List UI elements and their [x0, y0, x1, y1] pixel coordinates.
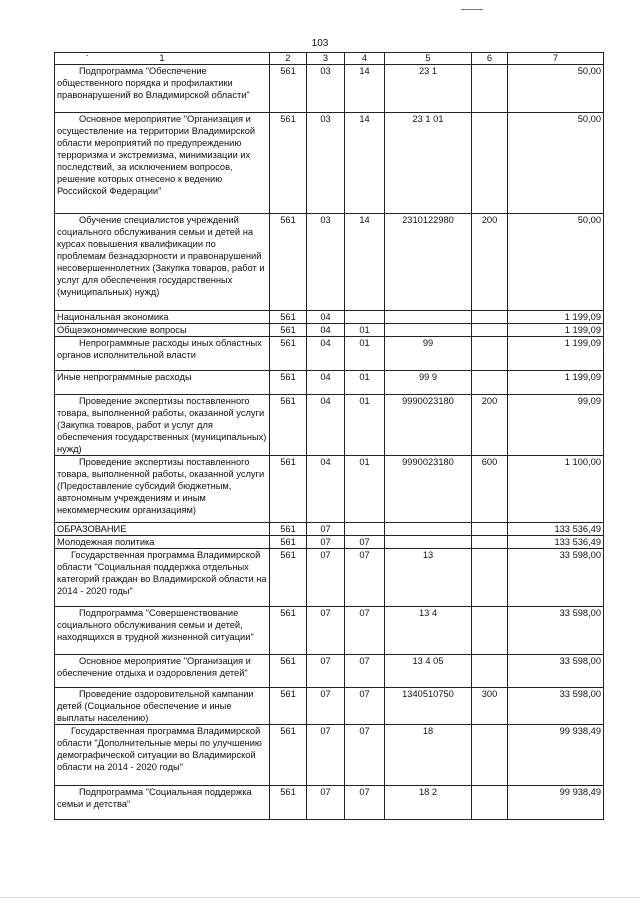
row-amount: 50,00	[508, 65, 604, 113]
row-col-6	[472, 536, 508, 549]
row-name: Общеэкономические вопросы	[55, 324, 270, 337]
row-col-3: 04	[307, 324, 345, 337]
row-col-4: 07	[345, 655, 385, 688]
row-col-2: 561	[270, 655, 307, 688]
row-col-5: 13	[385, 549, 472, 607]
table-row	[55, 523, 604, 536]
row-col-5: 13 4	[385, 607, 472, 655]
row-amount: 99 938,49	[508, 786, 604, 820]
budget-table	[54, 52, 604, 820]
scan-dot: .	[86, 48, 89, 58]
page-number: 103	[311, 38, 329, 49]
row-name: Подпрограмма "Обеспечение общественного порядка и профилактики правонарушений во Владимирской области"	[55, 65, 270, 113]
scan-bottom-edge	[0, 897, 640, 898]
row-name: Государственная программа Владимирской области "Социальная поддержка отдельных категорий граждан во Владимирской области на 2014 - 2020 годы"	[55, 549, 270, 607]
row-name: Иные непрограммные расходы	[55, 371, 270, 395]
table-row	[55, 607, 604, 655]
row-col-3: 03	[307, 65, 345, 113]
row-col-2: 561	[270, 725, 307, 786]
table-row	[55, 324, 604, 337]
row-col-4: 14	[345, 65, 385, 113]
row-col-4: 01	[345, 337, 385, 371]
row-col-4: 01	[345, 324, 385, 337]
row-col-5: 9990023180	[385, 456, 472, 523]
table-row	[55, 786, 604, 820]
row-amount: 50,00	[508, 214, 604, 311]
row-name: Основное мероприятие "Организация и обеспечение отдыха и оздоровления детей"	[55, 655, 270, 688]
table-row	[55, 311, 604, 324]
row-col-5	[385, 311, 472, 324]
table-row	[55, 536, 604, 549]
row-name: Проведение экспертизы поставленного товара, выполненной работы, оказанной услуги (Закупка товаров, работ и услуг для обеспечения государственных (муниципальных) нужд)	[55, 395, 270, 456]
row-col-4: 01	[345, 395, 385, 456]
row-col-5: 99 9	[385, 371, 472, 395]
row-col-2: 561	[270, 324, 307, 337]
row-name: Непрограммные расходы иных областных органов исполнительной власти	[55, 337, 270, 371]
row-name: Проведение экспертизы поставленного товара, выполненной работы, оказанной услуги (Предоставление субсидий бюджетным, автономным учреждениям и иным некоммерческим организациям)	[55, 456, 270, 523]
row-name: Государственная программа Владимирской области "Дополнительные меры по улучшению демографической ситуации во Владимирской области на 2014 - 2020 годы"	[55, 725, 270, 786]
header-col-7: 7	[508, 53, 604, 65]
row-name: Основное мероприятие "Организация и осуществление на территории Владимирской области мероприятий по предупреждению терроризма и экстремизма, минимизации их последствий, за исключением вопросов, решение которых отнесено к ведению Российской Федерации"	[55, 113, 270, 214]
row-col-5: 2310122980	[385, 214, 472, 311]
row-col-6	[472, 311, 508, 324]
table-row	[55, 725, 604, 786]
row-col-2: 561	[270, 456, 307, 523]
row-col-2: 561	[270, 214, 307, 311]
header-col-6: 6	[472, 53, 508, 65]
row-col-5: 18	[385, 725, 472, 786]
row-col-2: 561	[270, 607, 307, 655]
row-col-3: 07	[307, 536, 345, 549]
row-name: Проведение оздоровительной кампании детей (Социальное обеспечение и иные выплаты населению)	[55, 688, 270, 725]
row-col-2: 561	[270, 311, 307, 324]
row-col-6	[472, 337, 508, 371]
row-col-4: 14	[345, 113, 385, 214]
header-row	[55, 53, 604, 65]
row-col-4: 07	[345, 725, 385, 786]
row-col-5: 23 1 01	[385, 113, 472, 214]
row-amount: 1 199,09	[508, 337, 604, 371]
row-col-5	[385, 523, 472, 536]
row-col-3: 07	[307, 655, 345, 688]
row-amount: 133 536,49	[508, 523, 604, 536]
row-col-6: 600	[472, 456, 508, 523]
row-col-5: 1340510750	[385, 688, 472, 725]
header-col-1: 1	[55, 53, 270, 65]
row-name: ОБРАЗОВАНИЕ	[55, 523, 270, 536]
table-row	[55, 688, 604, 725]
table-row	[55, 549, 604, 607]
row-col-3: 07	[307, 607, 345, 655]
row-col-5: 18 2	[385, 786, 472, 820]
row-col-3: 07	[307, 688, 345, 725]
row-col-4: 07	[345, 688, 385, 725]
row-col-2: 561	[270, 395, 307, 456]
row-amount: 33 598,00	[508, 549, 604, 607]
row-col-6	[472, 523, 508, 536]
row-col-6: 200	[472, 395, 508, 456]
row-col-4: 01	[345, 456, 385, 523]
row-col-2: 561	[270, 65, 307, 113]
row-col-2: 561	[270, 113, 307, 214]
row-col-6	[472, 607, 508, 655]
row-col-2: 561	[270, 688, 307, 725]
table-row	[55, 456, 604, 523]
row-col-6: 300	[472, 688, 508, 725]
row-col-3: 04	[307, 311, 345, 324]
row-col-6	[472, 655, 508, 688]
row-amount: 1 199,09	[508, 311, 604, 324]
row-col-6	[472, 113, 508, 214]
row-col-3: 04	[307, 456, 345, 523]
row-col-2: 561	[270, 536, 307, 549]
row-col-3: 07	[307, 549, 345, 607]
table-row	[55, 655, 604, 688]
table-row	[55, 337, 604, 371]
row-name: Подпрограмма "Социальная поддержка семьи и детства"	[55, 786, 270, 820]
row-col-4: 07	[345, 549, 385, 607]
row-col-6	[472, 725, 508, 786]
row-col-6	[472, 65, 508, 113]
row-col-4: 07	[345, 536, 385, 549]
row-amount: 99,09	[508, 395, 604, 456]
row-col-3: 07	[307, 786, 345, 820]
row-col-3: 04	[307, 395, 345, 456]
row-col-5: 13 4 05	[385, 655, 472, 688]
row-amount: 1 199,09	[508, 324, 604, 337]
row-col-6	[472, 324, 508, 337]
row-col-5: 9990023180	[385, 395, 472, 456]
row-amount: 33 598,00	[508, 607, 604, 655]
row-col-3: 03	[307, 113, 345, 214]
row-name: Молодежная политика	[55, 536, 270, 549]
row-col-3: 03	[307, 214, 345, 311]
row-amount: 33 598,00	[508, 688, 604, 725]
table-row	[55, 214, 604, 311]
row-col-6	[472, 371, 508, 395]
row-col-4: 07	[345, 786, 385, 820]
row-amount: 50,00	[508, 113, 604, 214]
row-col-6	[472, 786, 508, 820]
row-col-2: 561	[270, 549, 307, 607]
row-col-6	[472, 549, 508, 607]
table-row	[55, 371, 604, 395]
row-col-6: 200	[472, 214, 508, 311]
row-name: Национальная экономика	[55, 311, 270, 324]
row-col-4: 01	[345, 371, 385, 395]
row-col-3: 07	[307, 523, 345, 536]
row-col-5: 99	[385, 337, 472, 371]
row-amount: 1 100,00	[508, 456, 604, 523]
row-col-4	[345, 523, 385, 536]
row-col-2: 561	[270, 371, 307, 395]
header-col-4: 4	[345, 53, 385, 65]
row-col-2: 561	[270, 786, 307, 820]
table-row	[55, 65, 604, 113]
row-amount: 1 199,09	[508, 371, 604, 395]
row-col-4: 14	[345, 214, 385, 311]
row-amount: 33 598,00	[508, 655, 604, 688]
row-col-3: 04	[307, 337, 345, 371]
row-col-5	[385, 324, 472, 337]
row-name: Обучение специалистов учреждений социального обслуживания семьи и детей на курсах повышения квалификации по проблемам безнадзорности и правонарушений несовершеннолетних (Закупка товаров, работ и услуг для обеспечения государственных (муниципальных) нужд)	[55, 214, 270, 311]
row-name: Подпрограмма "Совершенствование социального обслуживания семьи и детей, находящихся в трудной жизненной ситуации"	[55, 607, 270, 655]
row-amount: 99 938,49	[508, 725, 604, 786]
row-col-2: 561	[270, 337, 307, 371]
table-row	[55, 113, 604, 214]
row-col-5	[385, 536, 472, 549]
header-col-3: 3	[307, 53, 345, 65]
row-col-4	[345, 311, 385, 324]
row-col-2: 561	[270, 523, 307, 536]
row-amount: 133 536,49	[508, 536, 604, 549]
scan-top-mark	[461, 9, 483, 10]
row-col-3: 04	[307, 371, 345, 395]
header-col-2: 2	[270, 53, 307, 65]
header-col-5: 5	[385, 53, 472, 65]
row-col-5: 23 1	[385, 65, 472, 113]
row-col-4: 07	[345, 607, 385, 655]
table-row	[55, 395, 604, 456]
row-col-3: 07	[307, 725, 345, 786]
